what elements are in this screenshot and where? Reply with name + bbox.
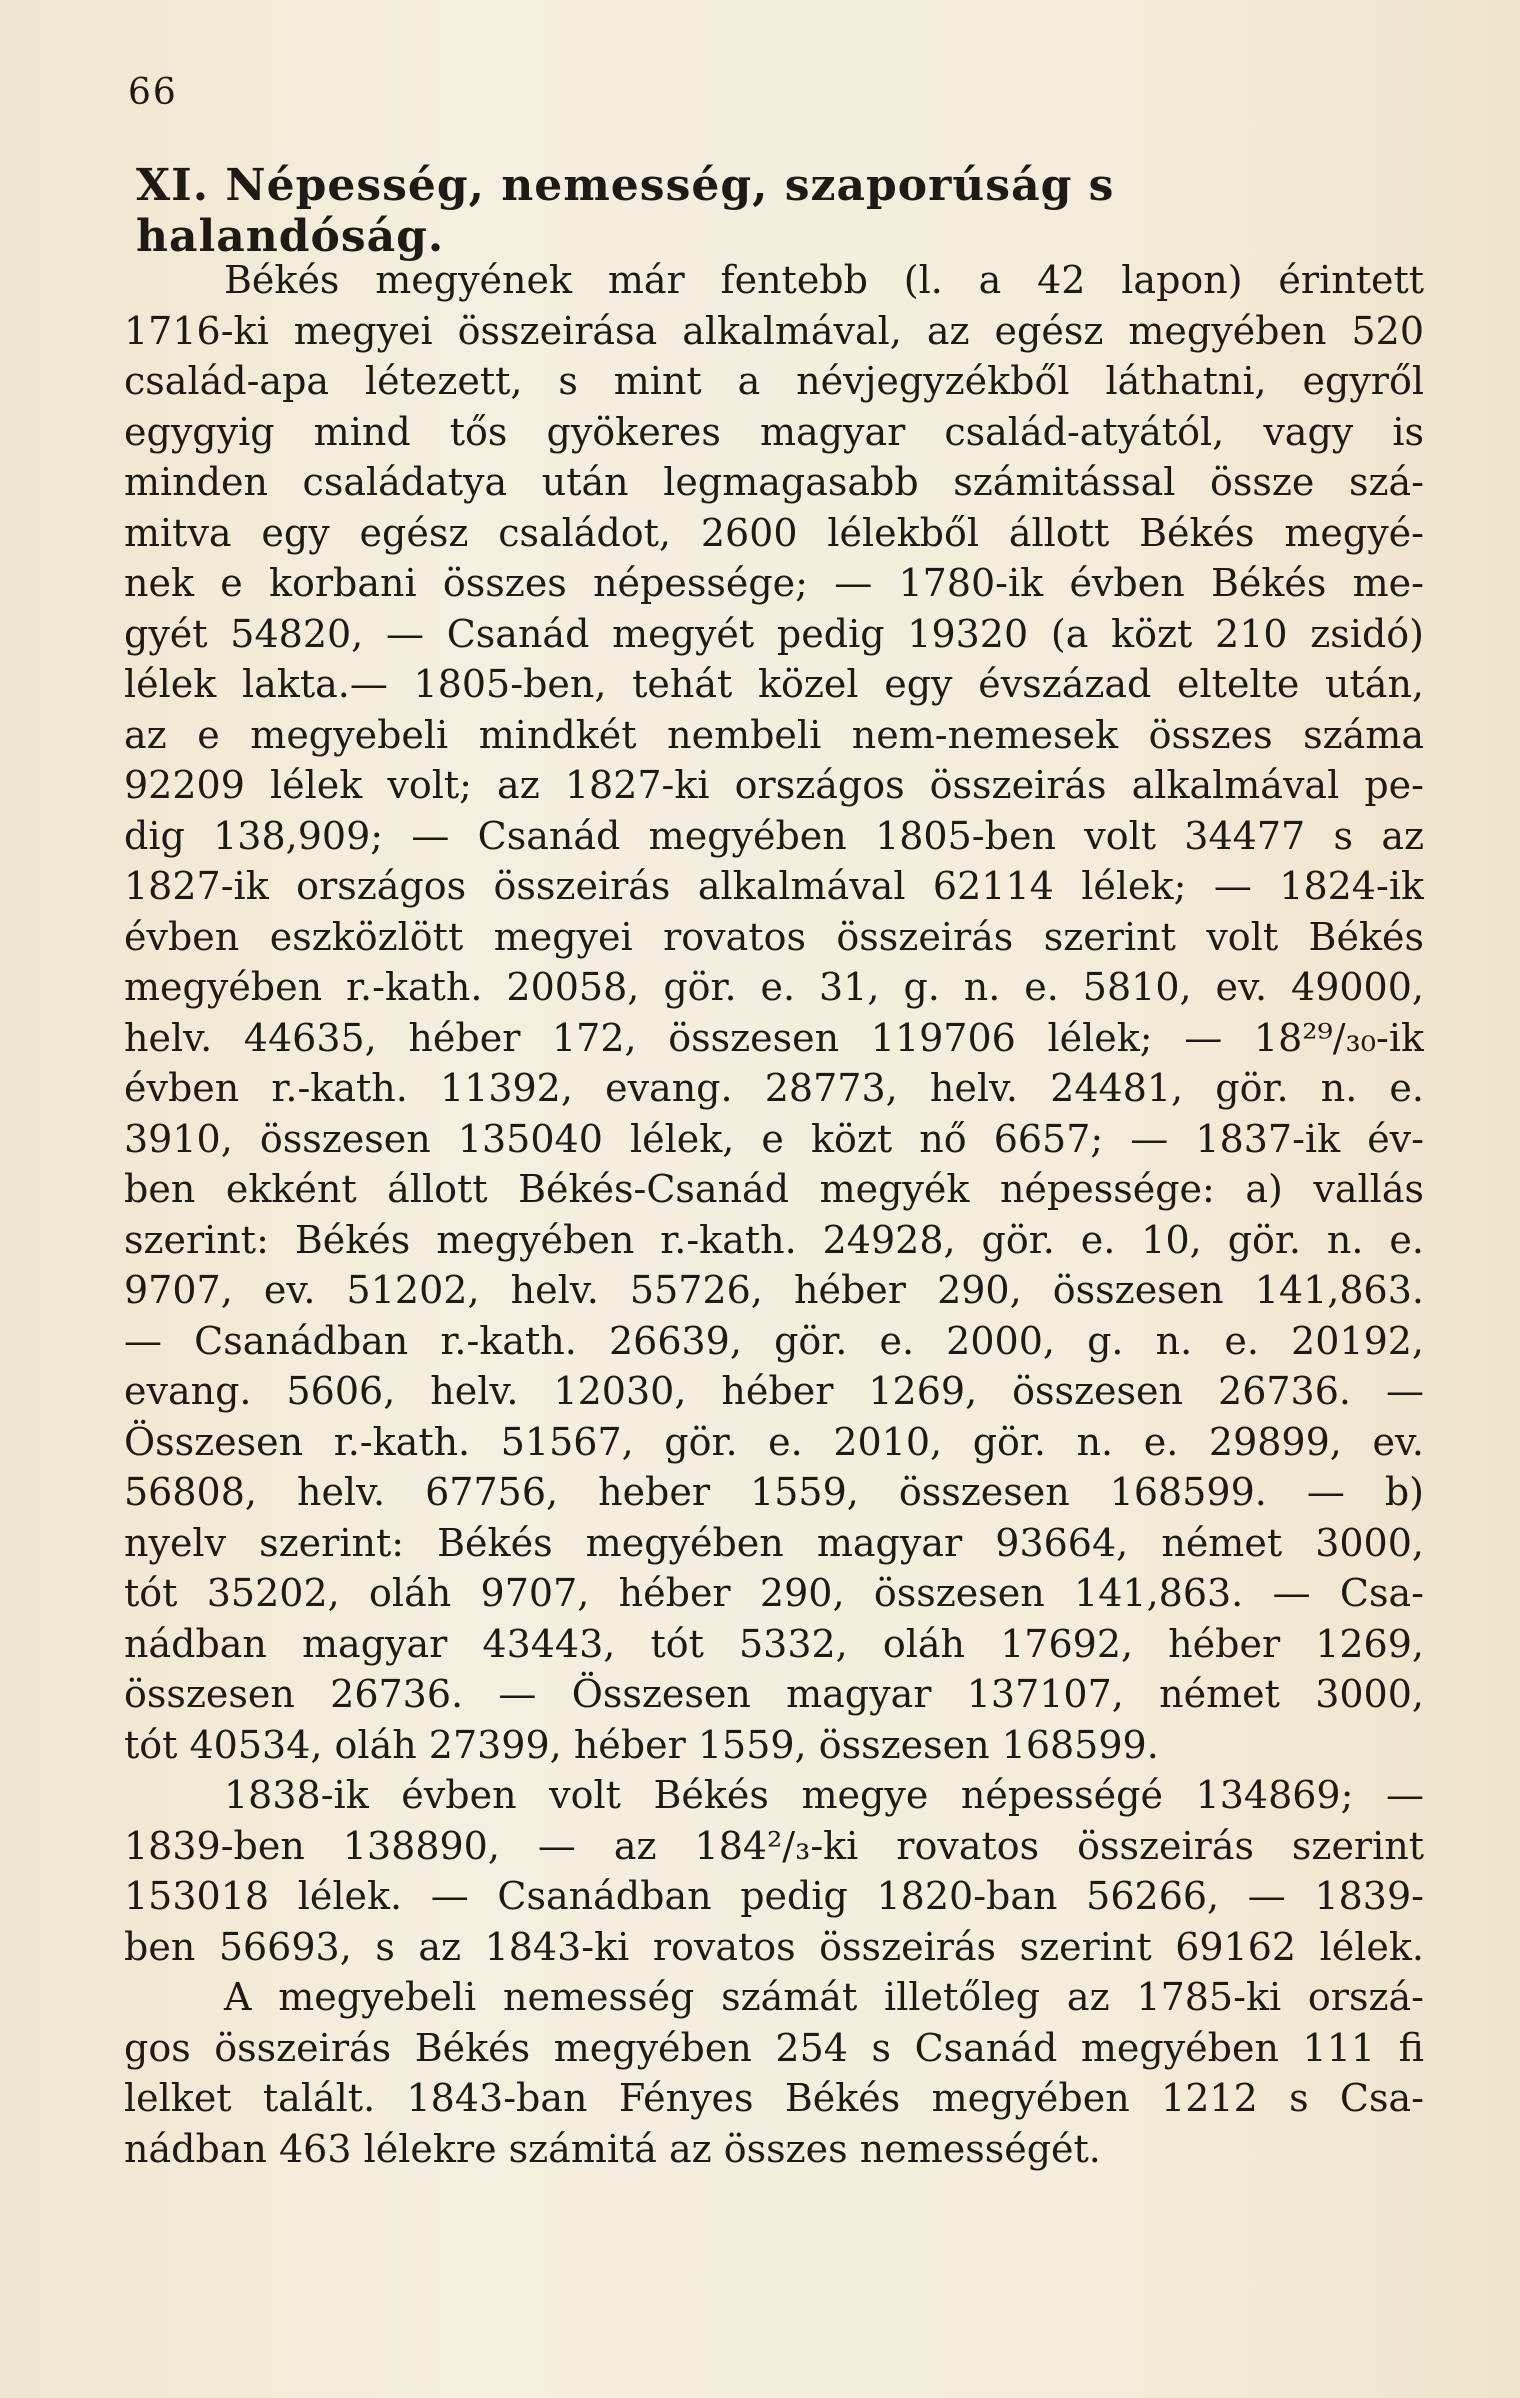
text-line: 1716-ki megyei összeirása alkalmával, az egész megyében 520 bbox=[124, 308, 1424, 353]
text-line: család-apa létezett, s mint a névjegyzékből láthatni, egyről bbox=[124, 359, 1424, 403]
text-line: evang. 5606, helv. 12030, héber 1269, összesen 26736. — bbox=[124, 1369, 1424, 1413]
text-line: nádban 463 lélekre számitá az összes nemességét. bbox=[124, 2126, 1101, 2171]
text-line: nádban magyar 43443, tót 5332, oláh 17692, héber 1269, bbox=[124, 1621, 1424, 1666]
text-line: gos összeirás Békés megyében 254 s Csanád megyében 111 fi bbox=[124, 2025, 1424, 2070]
text-line: szerint: Békés megyében r.-kath. 24928, gör. e. 10, gör. n. e. bbox=[124, 1217, 1424, 1262]
page-number: 66 bbox=[128, 72, 178, 113]
text-line: tót 40534, oláh 27399, héber 1559, összesen 168599. bbox=[124, 1722, 1159, 1767]
text-line: ben 56693, s az 1843-ki rovatos összeirás szerint 69162 lélek. bbox=[124, 1924, 1424, 1969]
text-line: évben r.-kath. 11392, evang. 28773, helv. 24481, gör. n. e. bbox=[124, 1066, 1424, 1110]
text-line: A megyebeli nemesség számát illetőleg az 1785-ki orszá- bbox=[224, 1975, 1424, 2019]
text-line: lélek lakta.— 1805-ben, tehát közel egy évszázad eltelte után, bbox=[124, 662, 1424, 706]
text-line: évben eszközlött megyei rovatos összeirás szerint volt Békés bbox=[124, 914, 1424, 959]
text-line: 1838-ik évben volt Békés megye népességé 134869; — bbox=[224, 1773, 1424, 1817]
text-line: nek e korbani összes népessége; — 1780-ik évben Békés me- bbox=[124, 561, 1424, 605]
text-line: ben ekként állott Békés-Csanád megyék népessége: a) vallás bbox=[124, 1167, 1424, 1211]
text-line: tót 35202, oláh 9707, héber 290, összesen 141,863. — Csa- bbox=[124, 1571, 1424, 1615]
text-line: megyében r.-kath. 20058, gör. e. 31, g. n. e. 5810, ev. 49000, bbox=[124, 965, 1424, 1009]
text-line: minden családatya után legmagasabb számitással össze szá- bbox=[124, 460, 1424, 504]
text-line: 9707, ev. 51202, helv. 55726, héber 290, összesen 141,863. bbox=[124, 1268, 1424, 1312]
text-line: 153018 lélek. — Csanádban pedig 1820-ban 56266, — 1839- bbox=[124, 1874, 1424, 1918]
text-line: 3910, összesen 135040 lélek, e közt nő 6657; — 1837-ik év- bbox=[124, 1116, 1424, 1161]
text-line: összesen 26736. — Összesen magyar 137107, német 3000, bbox=[124, 1672, 1424, 1716]
text-line: 1839-ben 138890, — az 184²/₃-ki rovatos összeirás szerint bbox=[124, 1823, 1424, 1868]
text-line: 92209 lélek volt; az 1827-ki országos összeirás alkalmával pe- bbox=[124, 763, 1424, 807]
text-line: gyét 54820, — Csanád megyét pedig 19320 (a közt 210 zsidó) bbox=[124, 611, 1424, 656]
text-line: Összesen r.-kath. 51567, gör. e. 2010, gör. n. e. 29899, ev. bbox=[124, 1419, 1424, 1464]
text-line: nyelv szerint: Békés megyében magyar 93664, német 3000, bbox=[124, 1520, 1424, 1565]
text-line: dig 138,909; — Csanád megyében 1805-ben volt 34477 s az bbox=[124, 813, 1424, 858]
text-line: 56808, helv. 67756, heber 1559, összesen 168599. — b) bbox=[124, 1470, 1424, 1514]
text-line: helv. 44635, héber 172, összesen 119706 lélek; — 18²⁹/₃₀-ik bbox=[124, 1015, 1424, 1060]
text-line: 1827-ik országos összeirás alkalmával 62114 lélek; — 1824-ik bbox=[124, 864, 1424, 908]
text-line: az e megyebeli mindkét nembeli nem-nemesek összes száma bbox=[124, 712, 1424, 757]
chapter-title: XI. Népesség, nemesség, szaporúság s halandóság. bbox=[136, 160, 1115, 262]
text-line: — Csanádban r.-kath. 26639, gör. e. 2000, g. n. e. 20192, bbox=[124, 1318, 1424, 1363]
text-line: Békés megyének már fentebb (l. a 42 lapon) érintett bbox=[224, 258, 1424, 302]
body-text bbox=[124, 255, 1424, 2174]
text-line: mitva egy egész családot, 2600 lélekből állott Békés megyé- bbox=[124, 510, 1424, 555]
text-line: lelket talált. 1843-ban Fényes Békés megyében 1212 s Csa- bbox=[124, 2076, 1424, 2120]
text-line: egygyig mind tős gyökeres magyar család-atyától, vagy is bbox=[124, 409, 1424, 454]
